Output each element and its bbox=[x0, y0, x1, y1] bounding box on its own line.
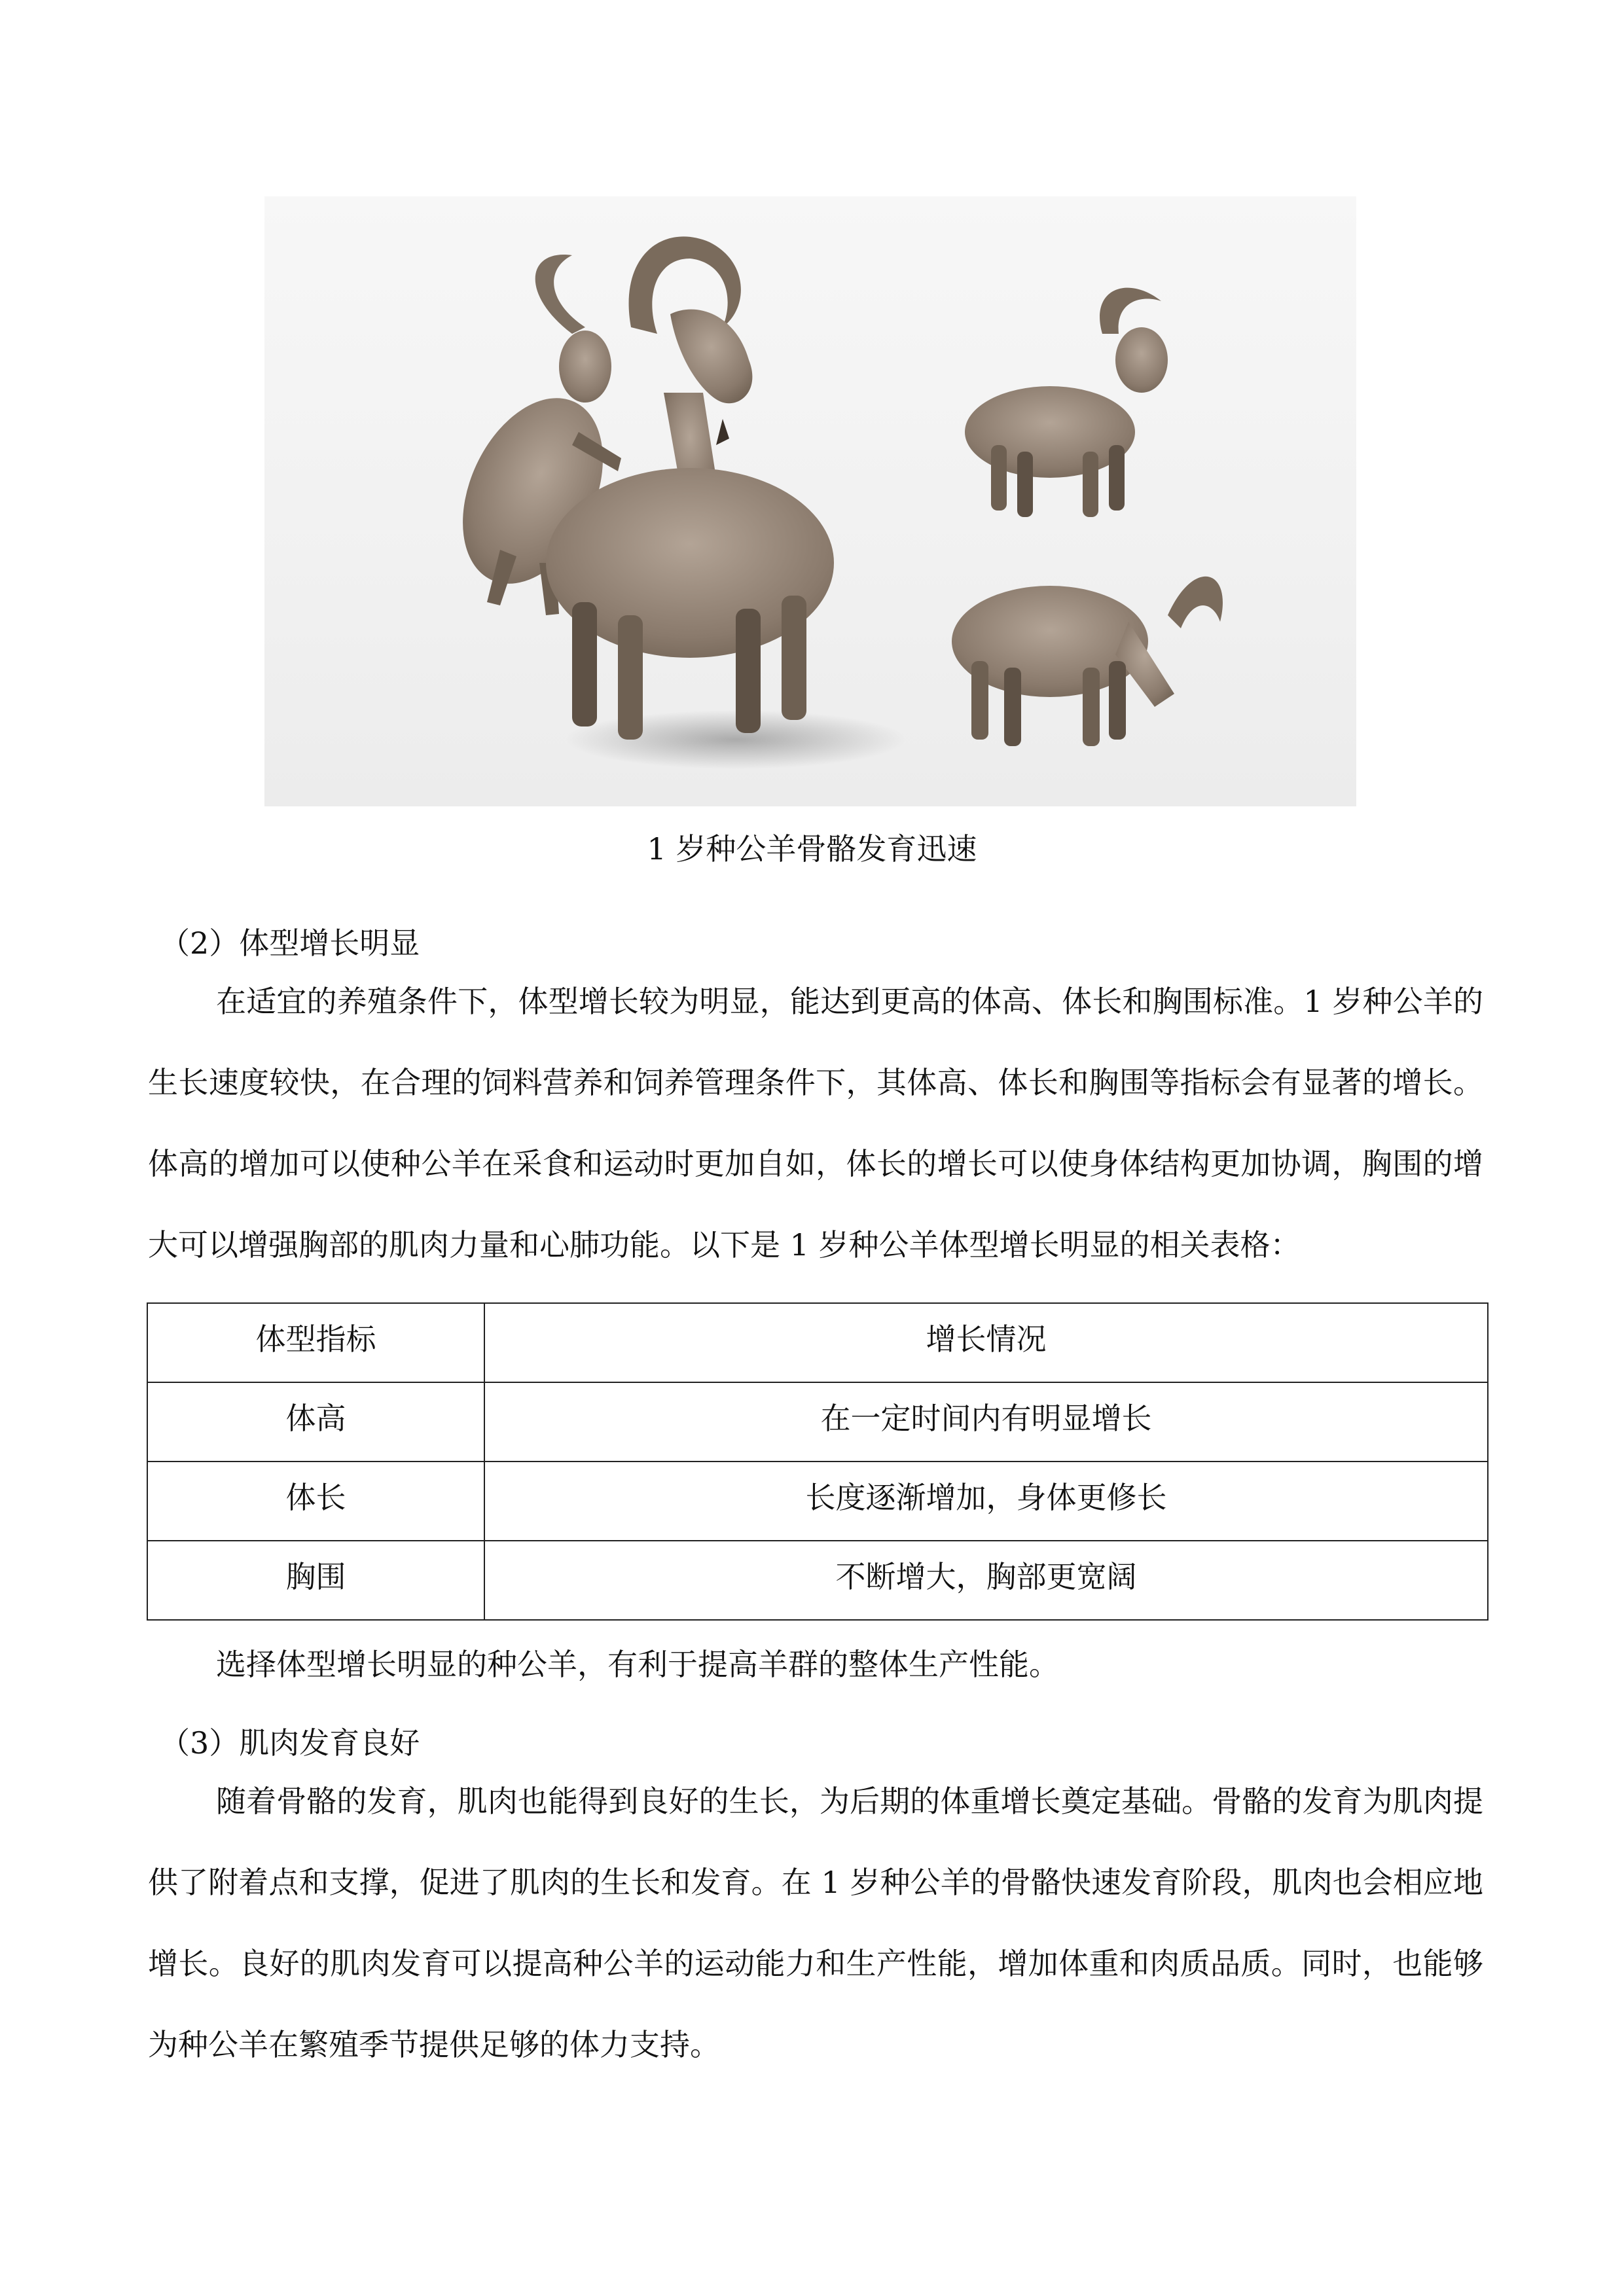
after-table-paragraph: 选择体型增长明显的种公羊，有利于提高羊群的整体生产性能。 bbox=[216, 1647, 1059, 1682]
figure-caption: 1 岁种公羊骨骼发育迅速 bbox=[647, 831, 977, 867]
table-header-cell: 体型指标 bbox=[147, 1303, 484, 1382]
standing-ram-illustration bbox=[546, 236, 906, 769]
section-2-paragraph: 在适宜的养殖条件下，体型增长较为明显，能达到更高的体高、体长和胸围标准。1 岁种公羊的生长速度较快，在合理的饲料营养和饲养管理条件下，其体高、体长和胸围等指标会有显著的增长。体高的增加可以使种公羊在采食和运动时更加自如，体长的增长可以使身体结构更加协调，胸围的增大可以增强胸部的肌肉力量和心肺功能。以下是 1 岁种公羊体型增长明显的相关表格： bbox=[148, 984, 1483, 1263]
table-cell: 胸围 bbox=[147, 1541, 484, 1620]
body-metrics-table bbox=[147, 1302, 1489, 1621]
section-3-heading: （3）肌肉发育良好 bbox=[160, 1725, 420, 1761]
section-2-heading: （2）体型增长明显 bbox=[160, 925, 420, 961]
table-cell: 不断增大，胸部更宽阔 bbox=[484, 1541, 1488, 1620]
table-row bbox=[147, 1382, 1488, 1462]
table-header-row bbox=[147, 1303, 1488, 1382]
grazing-ram-illustration bbox=[952, 577, 1223, 746]
table-header-cell: 增长情况 bbox=[484, 1303, 1488, 1382]
ram-photo bbox=[264, 196, 1356, 806]
small-ram-illustration bbox=[965, 288, 1168, 517]
table-cell: 长度逐渐增加，身体更修长 bbox=[484, 1462, 1488, 1541]
table-cell: 体长 bbox=[147, 1462, 484, 1541]
section-3-paragraph: 随着骨骼的发育，肌肉也能得到良好的生长，为后期的体重增长奠定基础。骨骼的发育为肌肉提供了附着点和支撑，促进了肌肉的生长和发育。在 1 岁种公羊的骨骼快速发育阶段，肌肉也会相应地增长。良好的肌肉发育可以提高种公羊的运动能力和生产性能，增加体重和肉质品质。同时，也能够为种公羊在繁殖季节提供足够的体力支持。 bbox=[148, 1784, 1483, 2062]
table-row bbox=[147, 1541, 1488, 1620]
table-cell: 体高 bbox=[147, 1382, 484, 1462]
table-row bbox=[147, 1462, 1488, 1541]
table-cell: 在一定时间内有明显增长 bbox=[484, 1382, 1488, 1462]
